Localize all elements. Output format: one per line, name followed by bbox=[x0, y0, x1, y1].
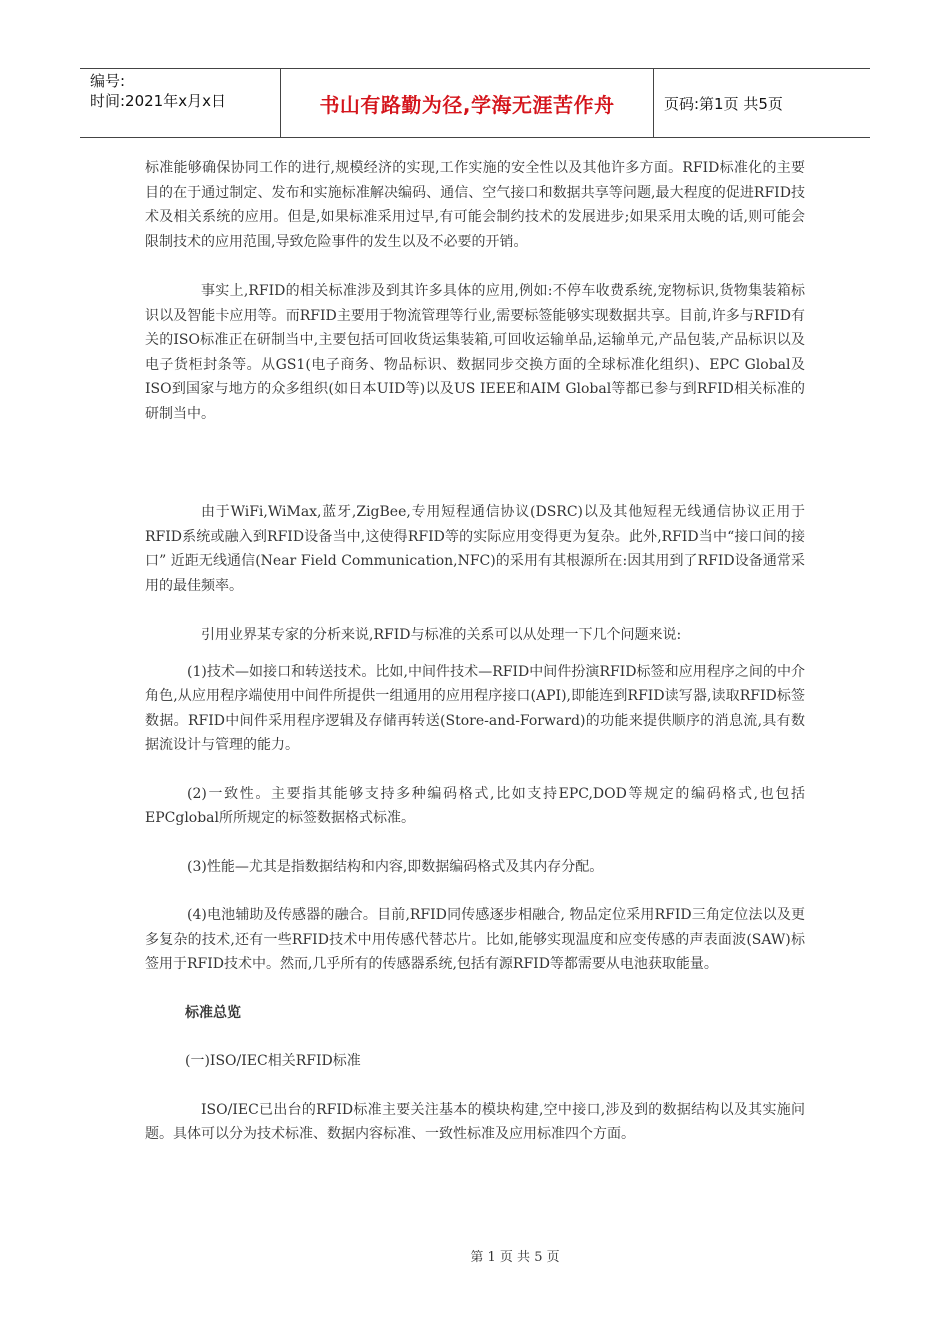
list-item-technology: (1)技术—如接口和转送技术。比如,中间件技术—RFID中间件扮演RFID标签和应用程序之间的中介角色,从应用程序端使用中间件所提供一组通用的应用程序接口(API),即能连到RFID读写器,读取RFID标签数据。RFID中间件采用程序逻辑及存储再转送(Store-and-Forward)的功能来提供顺序的消息流,具有数据流设计与管理的能力。 bbox=[145, 663, 805, 753]
list-item-sensor-fusion: (4)电池辅助及传感器的融合。目前,RFID同传感逐步相融合, 物品定位采用RFID三角定位法以及更多复杂的技术,还有一些RFID技术中用传感代替芯片。比如,能够实现温度和应变传感的声表面波(SAW)标签用于RFID技术中。然而,几乎所有的传感器系统,包括有源RFID等都需要从电池获取能量。 bbox=[145, 907, 805, 972]
header-motto: 书山有路勤为径,学海无涯苦作舟 bbox=[281, 69, 654, 137]
section-heading: 标准总览 bbox=[185, 1004, 241, 1021]
paragraph-expert-quote: 引用业界某专家的分析来说,RFID与标准的关系可以从处理一下几个问题来说: bbox=[201, 627, 682, 643]
header-page-info: 页码:第1页 共5页 bbox=[664, 94, 783, 113]
document-body bbox=[145, 156, 805, 1147]
document-date: 时间:2021年x月x日 bbox=[90, 92, 226, 110]
list-item-consistency: (2)一致性。主要指其能够支持多种编码格式,比如支持EPC,DOD等规定的编码格式,也包括EPCglobal所所规定的标签数据格式标准。 bbox=[145, 785, 805, 826]
paragraph-standards-intro: 标准能够确保协同工作的进行,规模经济的实现,工作实施的安全性以及其他许多方面。RFID标准化的主要目的在于通过制定、发布和实施标准解决编码、通信、空气接口和数据共享等问题,最大程度的促进RFID技术及相关系统的应用。但是,如果标准采用过早,有可能会制约技术的发展进步;如果采用太晚的话,则可能会限制技术的应用范围,导致危险事件的发生以及不必要的开销。 bbox=[145, 160, 805, 250]
page-footer: 第 1 页 共 5 页 bbox=[470, 1250, 560, 1265]
paragraph-wireless: 由于WiFi,WiMax,蓝牙,ZigBee,专用短程通信协议(DSRC)以及其他短程无线通信协议正用于RFID系统或融入到RFID设备当中,这使得RFID等的实际应用变得更为复杂。此外,RFID当中“接口间的接口” 近距无线通信(Near Field Communication,NFC)的采用有其根源所在:因其用到了RFID设备通常采用的最佳频率。 bbox=[145, 504, 805, 594]
subsection-heading: (一)ISO/IEC相关RFID标准 bbox=[185, 1053, 361, 1069]
document-number-label: 编号: bbox=[90, 72, 126, 90]
paragraph-iso-iec: ISO/IEC已出台的RFID标准主要关注基本的模块构建,空中接口,涉及到的数据结构以及其实施问题。具体可以分为技术标准、数据内容标准、一致性标准及应用标准四个方面。 bbox=[145, 1101, 805, 1142]
page-header bbox=[80, 68, 870, 138]
header-meta bbox=[80, 69, 281, 137]
list-item-performance: (3)性能—尤其是指数据结构和内容,即数据编码格式及其内存分配。 bbox=[187, 858, 604, 875]
paragraph-applications: 事实上,RFID的相关标准涉及到其许多具体的应用,例如:不停车收费系统,宠物标识,货物集装箱标识以及智能卡应用等。而RFID主要用于物流管理等行业,需要标签能够实现数据共享。目前,许多与RFID有关的ISO标准正在研制当中,主要包括可回收货运集装箱,可回收运输单品,运输单元,产品包装,产品标识以及电子货柜封条等。从GS1(电子商务、物品标识、数据同步交换方面的全球标准化组织)、EPC Global及ISO到国家与地方的众多组织(如日本UID等)以及US IEEE和AIM Global等都已参与到RFID相关标准的研制当中。 bbox=[145, 283, 805, 422]
